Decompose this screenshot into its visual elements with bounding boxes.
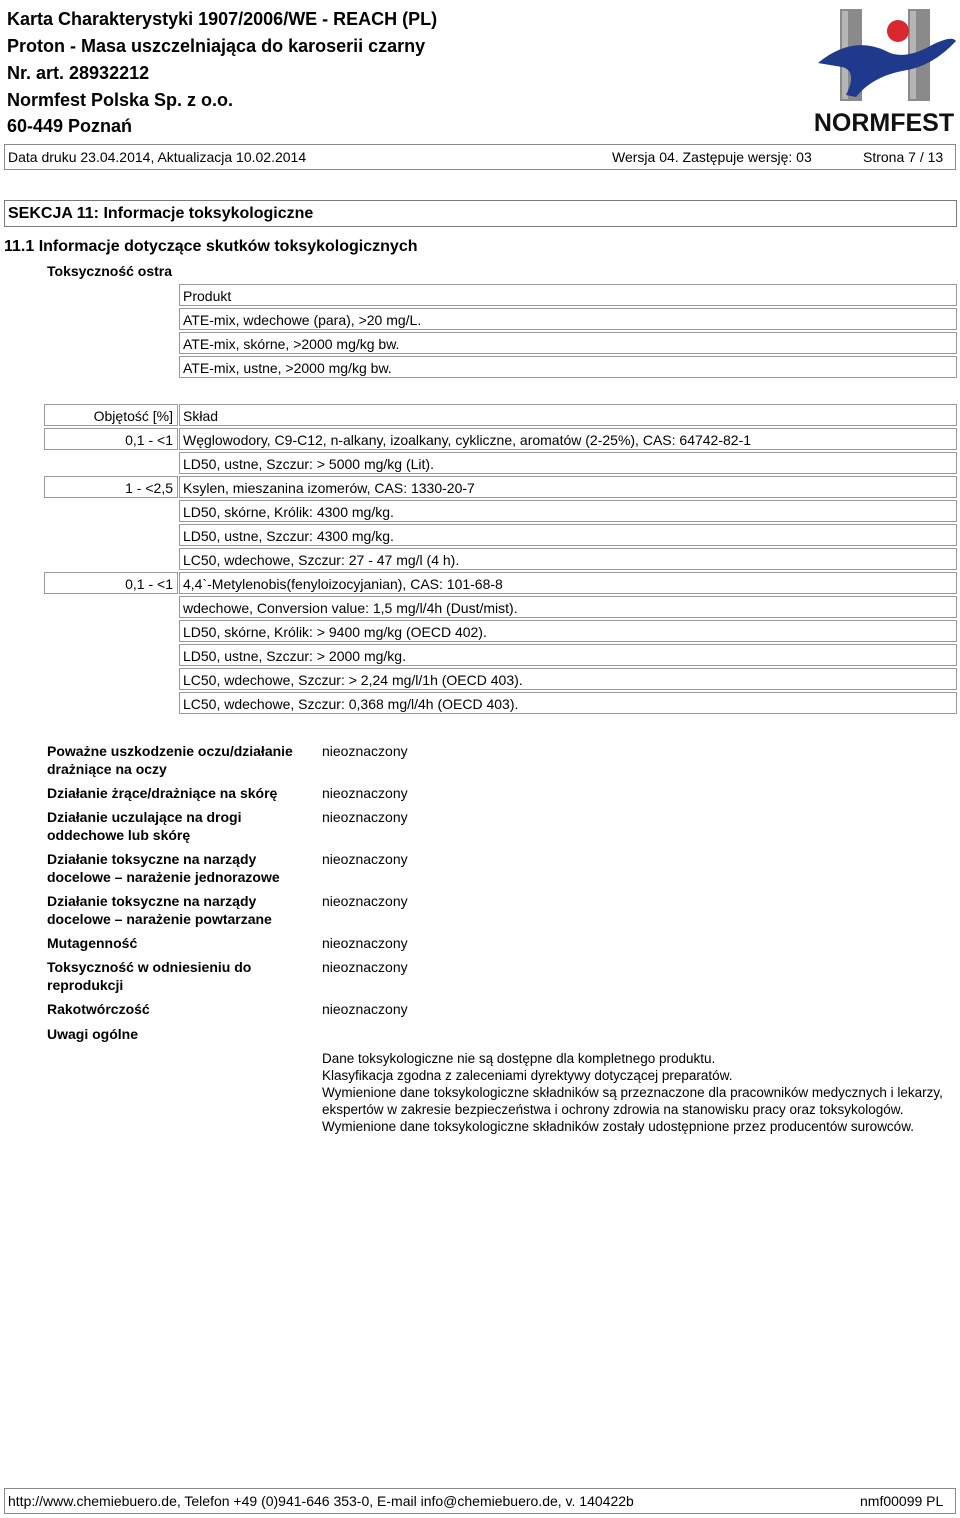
- composition-cell: LD50, ustne, Szczur: 4300 mg/kg.: [179, 524, 957, 546]
- version-info: Wersja 04. Zastępuje wersję: 03: [612, 149, 812, 165]
- hazard-value: nieoznaczony: [322, 893, 408, 909]
- section-title: SEKCJA 11: Informacje toksykologiczne: [4, 200, 957, 227]
- hazard-value: nieoznaczony: [322, 1001, 408, 1017]
- hazard-label-eye-damage: Poważne uszkodzenie oczu/działanie drażniące na oczy: [47, 743, 293, 777]
- document-title: Karta Charakterystyki 1907/2006/WE - REACH (PL): [7, 9, 438, 29]
- hazard-label-carcinogenicity: Rakotwórczość: [47, 1001, 150, 1017]
- composition-cell: wdechowe, Conversion value: 1,5 mg/l/4h (Dust/mist).: [179, 596, 957, 618]
- page-footer: [4, 1488, 956, 1514]
- volume-cell: 0,1 - <1: [44, 572, 178, 594]
- composition-cell: LC50, wdechowe, Szczur: > 2,24 mg/l/1h (OECD 403).: [179, 668, 957, 690]
- page-number: Strona 7 / 13: [863, 149, 944, 165]
- hazard-label-stot-single: Działanie toksyczne na narządy docelowe – narażenie jednorazowe: [47, 851, 280, 885]
- hazard-value: nieoznaczony: [322, 809, 408, 825]
- remark-line: Klasyfikacja zgodna z zaleceniami dyrektywy dotyczącej preparatów.: [322, 1068, 733, 1083]
- hazard-label-mutagenicity: Mutagenność: [47, 935, 138, 951]
- subsection-title: 11.1 Informacje dotyczące skutków toksykologicznych: [4, 238, 418, 255]
- hazard-label-reproductive-toxicity: Toksyczność w odniesieniu do reprodukcji: [47, 959, 252, 993]
- hazard-label-sensitisation: Działanie uczulające na drogi oddechowe lub skórę: [47, 809, 242, 843]
- hazard-label-stot-repeated: Działanie toksyczne na narządy docelowe – narażenie powtarzane: [47, 893, 272, 927]
- composition-cell: LC50, wdechowe, Szczur: 0,368 mg/l/4h (OECD 403).: [179, 692, 957, 714]
- general-remarks-text: [322, 1050, 952, 1135]
- document-meta-bar: [4, 144, 956, 170]
- table-row: ATE-mix, skórne, >2000 mg/kg bw.: [179, 332, 957, 354]
- hazard-value: nieoznaczony: [322, 851, 408, 867]
- product-table-header: Produkt: [179, 284, 957, 306]
- volume-cell: 0,1 - <1: [44, 428, 178, 450]
- hazard-label-skin-corrosion: Działanie żrące/drażniące na skórę: [47, 785, 278, 801]
- normfest-logo-graphic: [812, 5, 958, 138]
- volume-column-header: Objętość [%]: [44, 404, 178, 426]
- composition-column-header: Skład: [179, 404, 957, 426]
- hazard-value: nieoznaczony: [322, 785, 408, 801]
- hazard-value: nieoznaczony: [322, 743, 408, 759]
- composition-cell: LC50, wdechowe, Szczur: 27 - 47 mg/l (4 h).: [179, 548, 957, 570]
- remark-line: Wymienione dane toksykologiczne składników są przeznaczone dla pracowników medycznych i lekarzy, ekspertów w zakresie bezpieczeństwa i ochrony zdrowia na stanowisku pracy oraz toksykologów. Wymienione dane toksykologiczne składników zostały udostępnione przez producentów surowców.: [322, 1085, 943, 1134]
- composition-cell: LD50, skórne, Królik: 4300 mg/kg.: [179, 500, 957, 522]
- hazard-label-general-remarks: Uwagi ogólne: [47, 1026, 138, 1042]
- table-row: ATE-mix, ustne, >2000 mg/kg bw.: [179, 356, 957, 378]
- volume-cell: 1 - <2,5: [44, 476, 178, 498]
- composition-cell: LD50, ustne, Szczur: > 2000 mg/kg.: [179, 644, 957, 666]
- company-name: Normfest Polska Sp. z o.o.: [7, 90, 234, 110]
- hazard-value: nieoznaczony: [322, 935, 408, 951]
- company-city: 60-449 Poznań: [7, 116, 133, 136]
- composition-cell: LD50, ustne, Szczur: > 5000 mg/kg (Lit).: [179, 452, 957, 474]
- product-name: Proton - Masa uszczelniająca do karoserii czarny: [7, 36, 426, 56]
- article-number: Nr. art. 28932212: [7, 63, 150, 83]
- footer-contact: http://www.chemiebuero.de, Telefon +49 (0)941-646 353-0, E-mail info@chemiebuero.de, v. 140422b: [8, 1493, 634, 1509]
- table-row: ATE-mix, wdechowe (para), >20 mg/L.: [179, 308, 957, 330]
- normfest-logo: [812, 5, 958, 138]
- acute-toxicity-label: Toksyczność ostra: [47, 263, 173, 279]
- hazard-value: nieoznaczony: [322, 959, 408, 975]
- composition-cell: 4,4`-Metylenobis(fenyloizocyjanian), CAS: 101-68-8: [179, 572, 957, 594]
- footer-document-code: nmf00099 PL: [860, 1493, 944, 1509]
- remark-line: Dane toksykologiczne nie są dostępne dla kompletnego produktu.: [322, 1051, 716, 1066]
- logo-wordmark: NORMFEST: [813, 109, 955, 137]
- composition-cell: Ksylen, mieszanina izomerów, CAS: 1330-20-7: [179, 476, 957, 498]
- print-and-update-dates: Data druku 23.04.2014, Aktualizacja 10.02.2014: [8, 149, 307, 165]
- composition-cell: Węglowodory, C9-C12, n-alkany, izoalkany, cykliczne, aromatów (2-25%), CAS: 64742-82-1: [179, 428, 957, 450]
- composition-cell: LD50, skórne, Królik: > 9400 mg/kg (OECD 402).: [179, 620, 957, 642]
